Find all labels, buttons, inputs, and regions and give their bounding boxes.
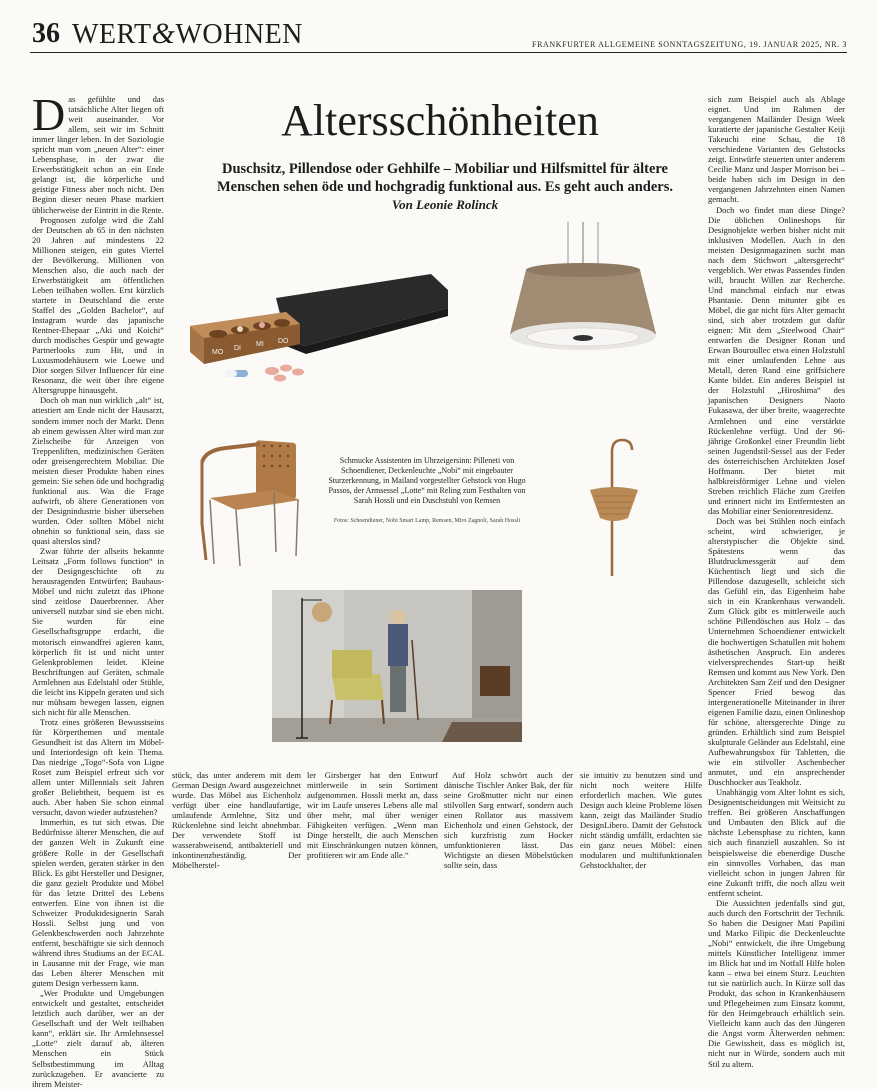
chair-photo	[196, 428, 308, 568]
pillbox-label: DO	[278, 338, 289, 345]
pillbox-label: MO	[212, 349, 224, 356]
paragraph: Unabhängig vom Alter lohnt es sich, Designentscheidungen mit Weitsicht zu treffen. Bei größeren Anschaffungen und Umbauten den Blick auf die nächste Lebensphase zu richten, kann sich auch finanziell auszahlen. So ist beispielsweise die ebenerdige Dusche ein sinnvolles Vorhaben, das man vielleicht schon in jungen Jahren für eine Zukunft trifft, die noch allzu weit entfernt scheint.	[708, 787, 845, 898]
article-column-5	[580, 770, 702, 871]
article-column-6	[708, 94, 845, 1069]
pillbox-label: MI	[256, 341, 264, 348]
article-column-4	[444, 770, 573, 871]
paragraph: stück, das unter anderem mit dem German Design Award ausgezeichnet wurde. Das Möbel aus Eichenholz verfügt über eine handlaufartige, umlaufende Armlehne, Sitz und Rückenlehne sind leicht abnehmbar. Der verwendete Stoff ist wasserabweisend, antibakteriell und inkontinenzbeständig. Der Möbelherstel-	[172, 770, 301, 871]
paragraph: Die Aussichten jedenfalls sind gut, auch durch den Fortschritt der Technik. So haben die Designer Mati Papilini und Marko Filipic die Deckenleuchte „Nobi“ entwickelt, die ihre Umgebung mittels Künstlicher Intelligenz immer im Blick hat und im Notfall Hilfe holen kann – etwa bei einem Sturz. Leuchten tut sie natürlich auch. In Kürze soll das Produkt, das schon in Krankenhäusern und Pflegeheimen zum Einsatz kommt, für den Heimgebrauch erhältlich sein. Vielleicht kann auch das den Jüngeren die Angst vorm Älterwerden nehmen: Die Gewissheit, dass es möglich ist, nicht nur in Würde, sondern auch mit Stil zu altern.	[708, 897, 845, 1069]
section-ampersand: &	[151, 17, 176, 50]
header-rule	[30, 52, 847, 53]
photo-caption: Schmucke Assistenten im Uhrzeigersinn: Pilleneti von Schoendiener, Deckenleuchte „Nobi“ mit eingebauter Sturzerkennung, in Mailand vorgestellter Gehstock von Hugo Passos, der Armsessel „Lotte“ mit Reling zum Festhalten von Sarah Hossli und ein Duschstuhl von Remsen	[328, 456, 526, 505]
paragraph: sie intuitiv zu benutzen sind und nicht noch weitere Hilfe erforderlich machen. Wie gutes Design auch kleine Probleme lösen kann, zeigt das Mailänder Studio DesignLibero. Damit der Gehstock nicht ständig umfällt, erdachten sie ein ganz neues Möbel: einen modularen und multifunktionalen Gehstockhalter, der	[580, 770, 702, 871]
paragraph: Immerhin, es tut sich etwas. Die Bedürfnisse älterer Menschen, die auf der ganzen Welt in Zukunft eine größere Rolle in der Gesellschaft spielen werden, geraten stärker in den Blick. Es gibt Hersteller und Designer, die ganz gezielt Produkte und Möbel für das letzte Drittel des Lebens entwerfen. Eine von ihnen ist die Schweizer Produktdesignerin Sarah Hossli. Selbst jung und von Gelenkbeschwerden noch Jahrzehnte entfernt, beschäftigte sie sich dennoch während ihres Studiums an der ECAL in Lausanne mit der Frage, wie man das Leben älterer Menschen mit gutem Design verbessern kann.	[32, 817, 164, 989]
dropcap: D	[32, 89, 66, 140]
headline: Altersschönheiten	[281, 96, 599, 145]
lamp-photo	[498, 222, 668, 364]
page-number: 36	[32, 18, 60, 49]
section-name-part1: WERT	[72, 19, 152, 50]
pillbox-photo	[186, 268, 458, 386]
paragraph: sich zum Beispiel auch als Ablage eignet. Und im Rahmen der vergangenen Mailänder Design Week kuratierte der japanische Gestalter Keiji Takeuchi eine Schau, die 18 verschiedene Varianten des Gehstocks zeigt. Entwürfe steuerten unter anderem Cecilie Manz und Jasper Morrison bei – beide haben sich im Design in den vergangenen Jahrzehnten einen Namen gemacht.	[708, 94, 845, 205]
byline: Von Leonie Rolinck	[391, 197, 499, 212]
paragraph: Doch ob man nun wirklich „alt“ ist, attestiert am Ende nicht der Hausarzt, sondern immer noch der Markt. Denn ab einem gewissen Alter wird man zur Zielscheibe für Anzeigen von Treppenliften, medizinischen Geräten oder greisengerechtem Mobiliar. Die meisten dieser Produkte haben eines gemein: Sie sehen öde und hochgradig funktional aus. Was die Frage aufwirft, ob ältere Generationen von der Designindustrie bisher übersehen wurden. Oder sollten Möbel nicht ohnehin so funktional sein, dass sie quasi alterslos sind?	[32, 395, 164, 547]
photo-credit: Fotos: Schoendiener, Nobi Smart Lamp, Remsen, Miro Zagnoli, Sarah Hossli	[333, 518, 521, 524]
paragraph: Trotz eines größeren Bewusstseins für Körperthemen und mentale Gesundheit ist das Altern im Möbel- und Interiordesign oft kein Thema. Das niedrige „Togo“-Sofa von Ligne Roset zum Beispiel erfreut sich vor allem unter Millennials seit Jahren großer Beliebtheit, bequem ist es auch. Aber haben Sie schon einmal versucht, davon wieder aufzustehen?	[32, 716, 164, 818]
pillbox-label: DI	[234, 345, 241, 352]
paragraph: Das gefühlte und das tatsächliche Alter liegen oft weit auseinander. Vor allem, seit wir im Schnitt immer länger leben. In der Soziologie spricht man vom „neuen Alter“: einer Lebensphase, in der zwar die Erwerbstätigkeit schon an ein Ende gelangt ist, die körperliche und geistige Fitness aber noch nicht. Den Beginn dieser neuen Phase markiert üblicherweise der Eintritt in die Rente.	[32, 89, 164, 215]
paragraph: ler Girsberger hat den Entwurf mittlerweile in sein Sortiment aufgenommen. Hossli merkt an, dass wir im Laufe unseres Lebens alle mal über mehr, mal über weniger Fähigkeiten verfügen. „Wenn man Dinge herstellt, die auch Menschen mit Einschränkungen nutzen können, profitieren wir am Ende alle.“	[307, 770, 438, 861]
cane-photo	[582, 436, 646, 576]
article-column-1	[32, 89, 164, 1089]
subhead: Duschsitz, Pillendose oder Gehhilfe – Mobiliar und Hilfsmittel für ältere Menschen sehen öde und hochgradig funktional aus. Es geht auch anders.	[216, 161, 674, 195]
section-name	[72, 18, 303, 51]
section-name-part2: WOHNEN	[175, 19, 303, 50]
paragraph: Doch wo findet man diese Dinge? Die üblichen Onlineshops für Designobjekte werben bisher nicht mit inklusiven Modellen. Auch in den meisten Designmagazinen sucht man nach dem Stichwort „altersgerecht“ vergeblich. Wer etwas Passendes finden will, braucht Willen zur Recherche. Und manchmal einfach nur etwas Phantasie. Denn mitunter gibt es Möbel, die gar nicht fürs Alter gemacht sind, sich aber trotzdem gut dafür eignen: Mit dem „Steelwood Chair“ entwarfen die Designer Ronan und Erwan Bouroullec etwa einen Holzstuhl mit einer umlaufenden Lehne aus Metall, deren Rand eine griffsichere Kante bildet. Ein anderes Beispiel ist der Holzstuhl „Hiroshima“ des japanischen Designers Naoto Fukasawa, der über breite, waagerechte Armlehnen und eine verstärkte Rückenlehne verfügt. Und der 96-jährige Großonkel einer Freundin liebt seinen Jugendstil-Sessel aus der Feder des österreichischen Architekten Josef Hoffmann. Der bietet mit halbkreisförmiger Lehne und vielen Streben reichlich Fläche zum Greifen und erinnert nicht im Entferntesten an das Mobiliar einer Seniorenresidenz.	[708, 204, 845, 516]
paragraph: Prognosen zufolge wird die Zahl der Deutschen ab 65 in den nächsten 20 Jahren auf mindestens 22 Millionen steigen, ein gutes Viertel der Bevölkerung. Millionen von Menschen also, die auch nach der Erwerbstätigkeit am öffentlichen Leben teilhaben wollen. Erst kürzlich startete in Deutschland die erste Staffel des „Golden Bachelor“, auf Instagram wurde das japanische Rentner-Ehepaar „Aki und Koichi“ durch modisches Gespür und gewagte Partnerlooks zum Hit, und in Luxusmodehäusern wie Loewe und Dior sorgen Silver Influencer für eine Resonanz, die weit über ihre eigene Altersgruppe hinausgeht.	[32, 214, 164, 396]
paragraph: Doch was bei Stühlen noch einfach scheint, wird schwieriger, je alterstypischer die Objekte sind. Spätestens wenn das Blutdruckmessgerät auf dem Küchentisch liegt und sich die Pillendose dazugesellt, schleicht sich das Gefühl ein, das Eigenheim habe sich in ein Krankenhaus verwandelt. Zum Glück gibt es mittlerweile auch schöne Pillendöschen aus Holz – das Unternehmen Schoendiener entwickelt die hochwertigen Schatullen mit hohem ästhetischen Anspruch. Ein anderes vielversprechendes Start-up heißt Remsen und kommt aus New York. Den Architekten Sam Zeif und den Designer Spencer Fried bewog das intergenerationelle Miteinander in ihrer eigenen Familie dazu, einen Onlineshop für schöne, altersgerechte Dinge zu gründen. Erhältlich sind zum Beispiel skulpturale Geländer aus Edelstahl, eine Aufbewahrungsbox für Tabletten, die wie ein stilvoller Aschenbecher anmutet, und ein ansprechender Duschhocker aus Teakholz.	[708, 515, 845, 788]
publication-line: FRANKFURTER ALLGEMEINE SONNTAGSZEITUNG, 19. JANUAR 2025, NR. 3	[532, 40, 847, 49]
paragraph: Auf Holz schwört auch der dänische Tischler Anker Bak, der für seine Großmutter nicht nur einen stilvollen Sarg entwarf, sondern auch einen Rollator aus massivem Eichenholz und einen Gehstock, der sich kurzfristig zum Hocker umfunktionieren lässt. Das Wichtigste an diesen Möbelstücken sollte sein, dass	[444, 770, 573, 871]
paragraph: „Wer Produkte und Umgebungen entwickelt und gestaltet, entscheidet letztlich auch darüber, wer an der Gesellschaft und der Welt teilhaben kann“, erklärt sie. Ihr Armlehnsessel „Lotte“ zielt darauf ab, älteren Menschen ein Stück Selbstbestimmung im Alltag zurückzugeben. Er avancierte zu ihrem Meister-	[32, 988, 164, 1089]
paragraph: Zwar führte der allseits bekannte Leitsatz „Form follows function“ in der Designgeschichte oft zu herausragenden Entwürfen; Bauhaus-Möbel und nicht zuletzt das iPhone sind zeitlose Dauerbrenner. Aber universell nutzbar sind sie eben nicht. Sie wurden für eine Gesellschaftsgruppe erdacht, die motorisch einwandfrei agieren kann, körperlich fit ist und nicht unter Gelenkproblemen leidet. Kleine Beschriftungen auf Geräten, schmale Armlehnen aus Edelstahl oder Stühle, die leicht ins Kippeln geraten und sich nur mühsam bewegen lassen, eignen sich nicht für alle Menschen.	[32, 546, 164, 717]
room-scene-photo	[272, 590, 522, 742]
article-column-2	[172, 770, 301, 871]
article-column-3	[307, 770, 438, 861]
